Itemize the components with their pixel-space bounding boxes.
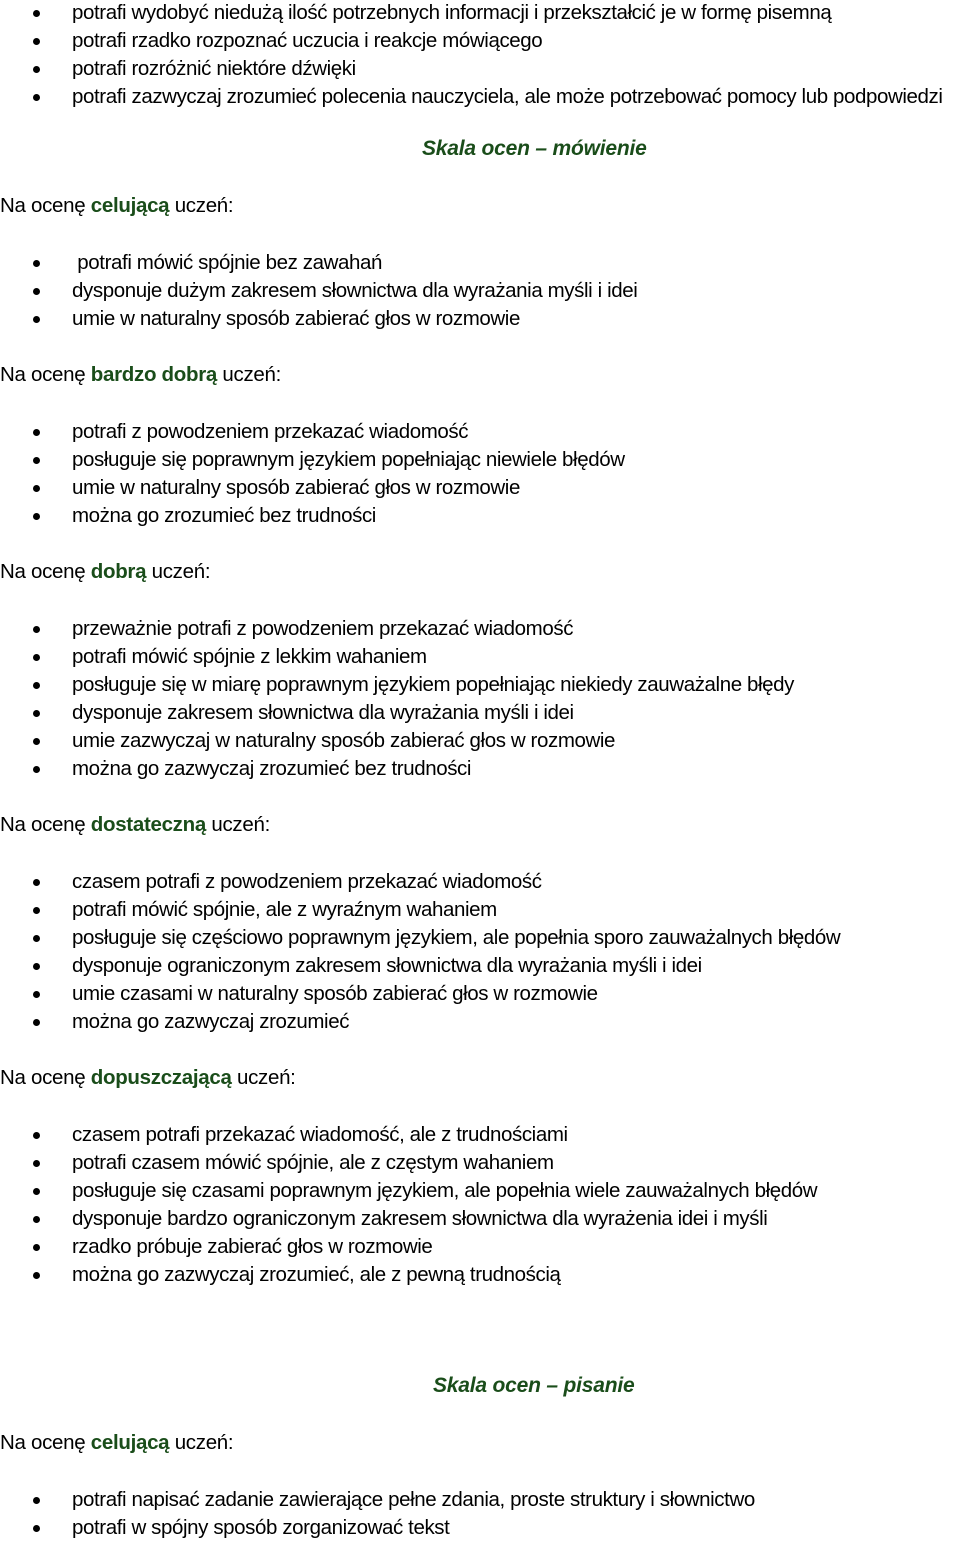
bullet-icon	[33, 766, 40, 773]
grade-heading-dobra: Na ocenę dobrą uczeń:	[0, 560, 211, 583]
bullet-icon	[33, 682, 40, 689]
list-item: czasem potrafi z powodzeniem przekazać wiadomość	[0, 868, 960, 896]
list-item: potrafi rozróżnić niektóre dźwięki	[0, 55, 960, 83]
bullet-icon	[33, 1244, 40, 1251]
list-item: dysponuje dużym zakresem słownictwa dla wyrażania myśli i idei	[0, 277, 960, 305]
list-item: potrafi zazwyczaj zrozumieć polecenia nauczyciela, ale może potrzebować pomocy lub podpowiedzi	[0, 83, 960, 111]
intro-list	[0, 0, 960, 111]
bullet-icon	[33, 1188, 40, 1195]
list-item: posługuje się poprawnym językiem popełniając niewiele błędów	[0, 446, 960, 474]
grade-list-bardzo-dobra	[0, 418, 960, 530]
grade-list-dopuszczajaca	[0, 1121, 960, 1289]
bullet-icon	[33, 1497, 40, 1504]
bullet-icon	[33, 710, 40, 717]
list-item: posługuje się w miarę poprawnym językiem popełniając niekiedy zauważalne błędy	[0, 671, 960, 699]
list-item: potrafi rzadko rozpoznać uczucia i reakcje mówiącego	[0, 27, 960, 55]
list-item: rzadko próbuje zabierać głos w rozmowie	[0, 1233, 960, 1261]
bullet-icon	[33, 1216, 40, 1223]
bullet-icon	[33, 935, 40, 942]
bullet-icon	[33, 1160, 40, 1167]
list-item: umie czasami w naturalny sposób zabierać głos w rozmowie	[0, 980, 960, 1008]
bullet-icon	[33, 738, 40, 745]
section-title-writing: Skala ocen – pisanie	[433, 1374, 635, 1397]
list-item: umie w naturalny sposób zabierać głos w rozmowie	[0, 305, 960, 333]
list-item: przeważnie potrafi z powodzeniem przekazać wiadomość	[0, 615, 960, 643]
list-item: potrafi wydobyć niedużą ilość potrzebnych informacji i przekształcić je w formę pisemną	[0, 0, 960, 27]
list-item: potrafi czasem mówić spójnie, ale z częstym wahaniem	[0, 1149, 960, 1177]
grade-list-dostateczna	[0, 868, 960, 1036]
grade-list-celujaca	[0, 249, 960, 333]
list-item: potrafi mówić spójnie, ale z wyraźnym wahaniem	[0, 896, 960, 924]
bullet-icon	[33, 457, 40, 464]
bullet-icon	[33, 626, 40, 633]
grade-heading-bardzo-dobra: Na ocenę bardzo dobrą uczeń:	[0, 363, 282, 386]
grade-heading-celujaca: Na ocenę celującą uczeń:	[0, 194, 234, 217]
bullet-icon	[33, 429, 40, 436]
grade-heading-writing-celujaca: Na ocenę celującą uczeń:	[0, 1431, 234, 1454]
list-item: potrafi mówić spójnie z lekkim wahaniem	[0, 643, 960, 671]
bullet-icon	[33, 1132, 40, 1139]
list-item: potrafi napisać zadanie zawierające pełne zdania, proste struktury i słownictwo	[0, 1486, 960, 1514]
list-item: potrafi z powodzeniem przekazać wiadomość	[0, 418, 960, 446]
grade-heading-dopuszczajaca: Na ocenę dopuszczającą uczeń:	[0, 1066, 296, 1089]
bullet-icon	[33, 288, 40, 295]
bullet-icon	[33, 38, 40, 45]
bullet-icon	[33, 10, 40, 17]
bullet-icon	[33, 1272, 40, 1279]
list-item: posługuje się częściowo poprawnym językiem, ale popełnia sporo zauważalnych błędów	[0, 924, 960, 952]
bullet-icon	[33, 991, 40, 998]
grade-list-dobra	[0, 615, 960, 783]
bullet-icon	[33, 485, 40, 492]
bullet-icon	[33, 66, 40, 73]
list-item: można go zazwyczaj zrozumieć	[0, 1008, 960, 1036]
bullet-icon	[33, 94, 40, 101]
grade-list-writing-celujaca	[0, 1486, 960, 1542]
bullet-icon	[33, 963, 40, 970]
bullet-icon	[33, 260, 40, 267]
list-item: umie zazwyczaj w naturalny sposób zabierać głos w rozmowie	[0, 727, 960, 755]
bullet-icon	[33, 1019, 40, 1026]
bullet-icon	[33, 316, 40, 323]
bullet-icon	[33, 879, 40, 886]
list-item: posługuje się czasami poprawnym językiem, ale popełnia wiele zauważalnych błędów	[0, 1177, 960, 1205]
grade-heading-dostateczna: Na ocenę dostateczną uczeń:	[0, 813, 270, 836]
bullet-icon	[33, 1525, 40, 1532]
list-item: potrafi w spójny sposób zorganizować tekst	[0, 1514, 960, 1542]
list-item: można go zazwyczaj zrozumieć bez trudności	[0, 755, 960, 783]
list-item: dysponuje ograniczonym zakresem słownictwa dla wyrażania myśli i idei	[0, 952, 960, 980]
list-item: można go zazwyczaj zrozumieć, ale z pewną trudnością	[0, 1261, 960, 1289]
list-item: czasem potrafi przekazać wiadomość, ale z trudnościami	[0, 1121, 960, 1149]
list-item: można go zrozumieć bez trudności	[0, 502, 960, 530]
bullet-icon	[33, 907, 40, 914]
list-item: dysponuje zakresem słownictwa dla wyrażania myśli i idei	[0, 699, 960, 727]
bullet-icon	[33, 513, 40, 520]
list-item: umie w naturalny sposób zabierać głos w rozmowie	[0, 474, 960, 502]
bullet-icon	[33, 654, 40, 661]
section-title-speaking: Skala ocen – mówienie	[422, 137, 647, 160]
list-item: potrafi mówić spójnie bez zawahań	[0, 249, 960, 277]
list-item: dysponuje bardzo ograniczonym zakresem słownictwa dla wyrażenia idei i myśli	[0, 1205, 960, 1233]
